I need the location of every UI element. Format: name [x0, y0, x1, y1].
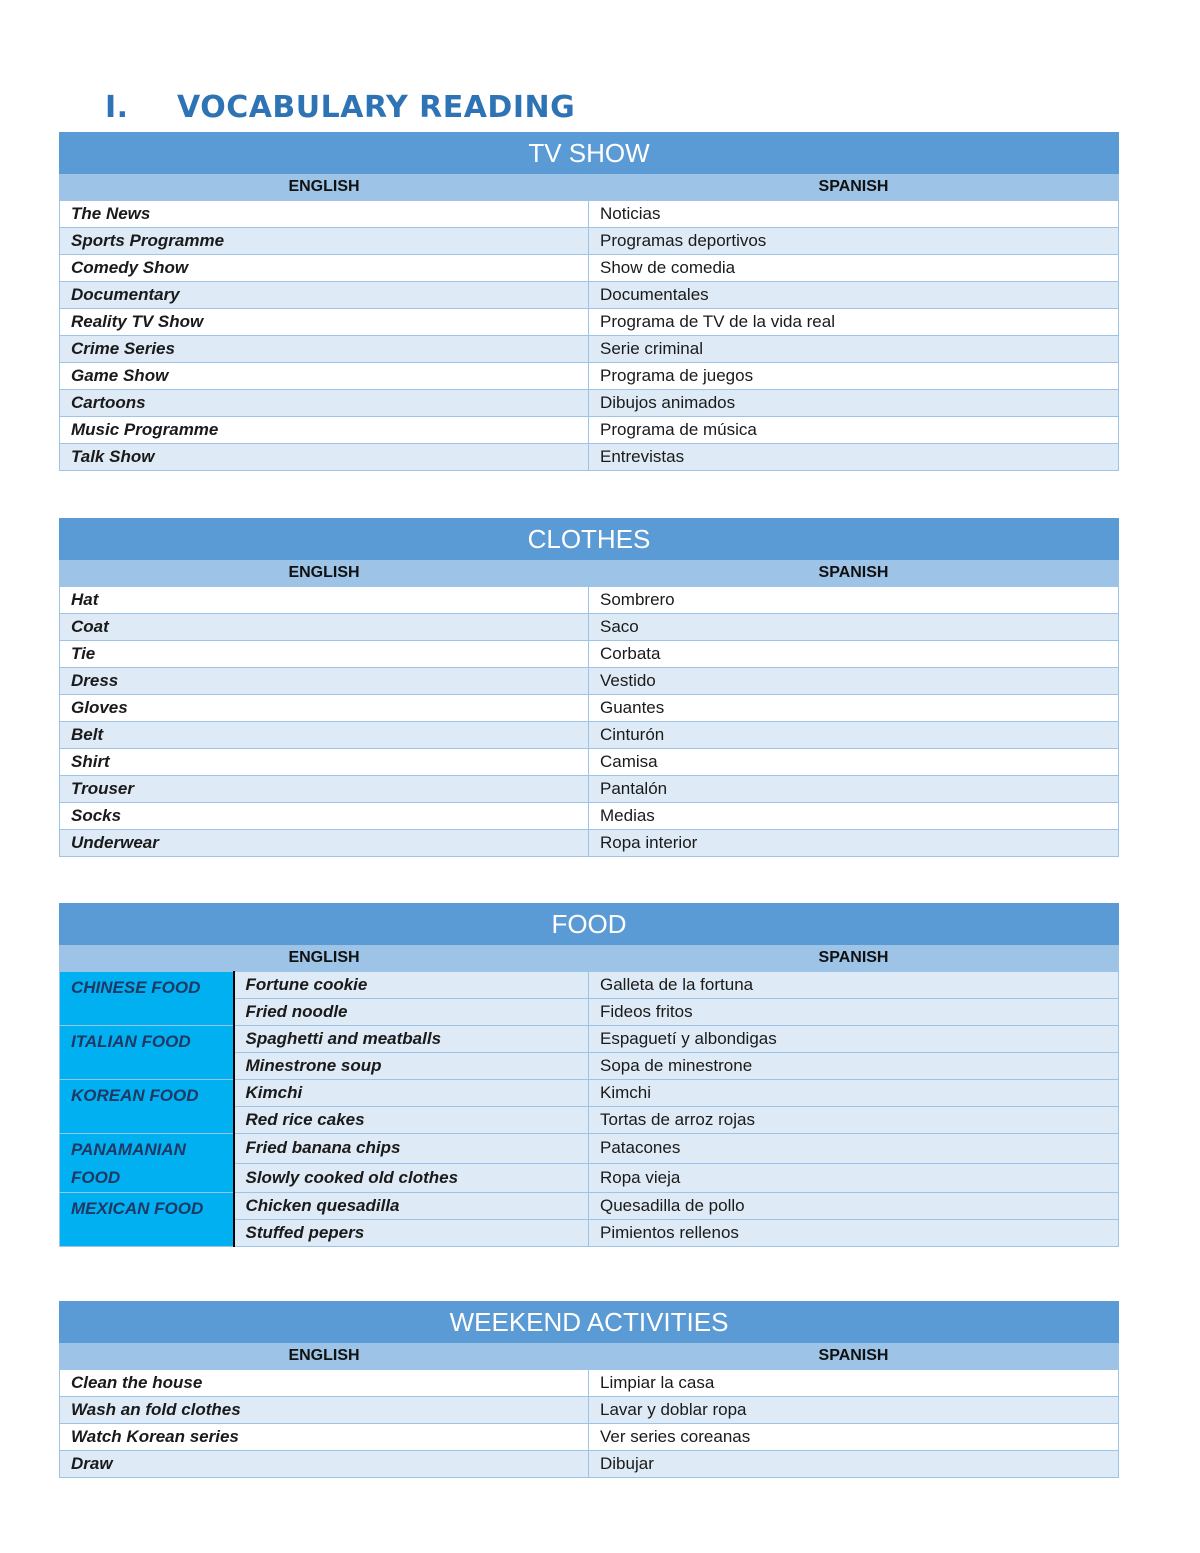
english-term: Fried banana chips [234, 1134, 589, 1164]
spanish-term: Lavar y doblar ropa [589, 1397, 1119, 1424]
tv-show-title: TV SHOW [60, 133, 1119, 174]
table-row [60, 336, 1119, 363]
table-row [60, 363, 1119, 390]
table-row [60, 1193, 1119, 1220]
column-header-spanish: SPANISH [589, 560, 1119, 587]
english-term: Spaghetti and meatballs [234, 1026, 589, 1053]
spanish-term: Corbata [589, 641, 1119, 668]
english-term: Sports Programme [60, 228, 589, 255]
english-term: Clean the house [60, 1370, 589, 1397]
english-term: Music Programme [60, 417, 589, 444]
english-term: Minestrone soup [234, 1053, 589, 1080]
heading-text: VOCABULARY READING [177, 90, 576, 125]
spanish-term: Pimientos rellenos [589, 1220, 1119, 1247]
english-term: Fortune cookie [234, 972, 589, 999]
column-header-english: ENGLISH [60, 174, 589, 201]
table-row [60, 417, 1119, 444]
english-term: Trouser [60, 776, 589, 803]
spanish-term: Serie criminal [589, 336, 1119, 363]
english-term: Comedy Show [60, 255, 589, 282]
english-term: Documentary [60, 282, 589, 309]
table-row [60, 803, 1119, 830]
column-header-english: ENGLISH [60, 560, 589, 587]
column-header-english: ENGLISH [60, 945, 589, 972]
weekend-activities-title: WEEKEND ACTIVITIES [60, 1302, 1119, 1343]
table-row [60, 1134, 1119, 1164]
table-row [60, 722, 1119, 749]
table-row [60, 1080, 1119, 1107]
spanish-term: Dibujos animados [589, 390, 1119, 417]
clothes-title: CLOTHES [60, 519, 1119, 560]
table-row [60, 1451, 1119, 1478]
column-header-spanish: SPANISH [589, 174, 1119, 201]
table-row [60, 255, 1119, 282]
english-term: Chicken quesadilla [234, 1193, 589, 1220]
english-term: Game Show [60, 363, 589, 390]
clothes-table [59, 518, 1119, 857]
column-header-spanish: SPANISH [589, 1343, 1119, 1370]
spanish-term: Camisa [589, 749, 1119, 776]
table-row [60, 641, 1119, 668]
table-row [60, 228, 1119, 255]
spanish-term: Cinturón [589, 722, 1119, 749]
spanish-term: Espaguetí y albondigas [589, 1026, 1119, 1053]
english-term: Dress [60, 668, 589, 695]
spanish-term: Programa de TV de la vida real [589, 309, 1119, 336]
column-header-spanish: SPANISH [589, 945, 1119, 972]
table-row [60, 1026, 1119, 1053]
table-row [60, 749, 1119, 776]
spanish-term: Programas deportivos [589, 228, 1119, 255]
english-term: Fried noodle [234, 999, 589, 1026]
tv-show-table [59, 132, 1119, 471]
english-term: Shirt [60, 749, 589, 776]
spanish-term: Documentales [589, 282, 1119, 309]
english-term: Hat [60, 587, 589, 614]
spanish-term: Entrevistas [589, 444, 1119, 471]
english-term: Underwear [60, 830, 589, 857]
spanish-term: Ver series coreanas [589, 1424, 1119, 1451]
food-category: MEXICAN FOOD [60, 1193, 234, 1247]
spanish-term: Guantes [589, 695, 1119, 722]
spanish-term: Kimchi [589, 1080, 1119, 1107]
food-title: FOOD [60, 904, 1119, 945]
spanish-term: Show de comedia [589, 255, 1119, 282]
spanish-term: Sombrero [589, 587, 1119, 614]
spanish-term: Dibujar [589, 1451, 1119, 1478]
spanish-term: Ropa interior [589, 830, 1119, 857]
english-term: Watch Korean series [60, 1424, 589, 1451]
spanish-term: Medias [589, 803, 1119, 830]
spanish-term: Fideos fritos [589, 999, 1119, 1026]
english-term: Gloves [60, 695, 589, 722]
table-row [60, 390, 1119, 417]
table-row [60, 972, 1119, 999]
table-row [60, 444, 1119, 471]
english-term: Stuffed pepers [234, 1220, 589, 1247]
english-term: Coat [60, 614, 589, 641]
page-heading [105, 90, 575, 125]
english-term: Talk Show [60, 444, 589, 471]
food-table [59, 903, 1119, 1247]
table-row [60, 201, 1119, 228]
spanish-term: Ropa vieja [589, 1163, 1119, 1193]
spanish-term: Programa de música [589, 417, 1119, 444]
spanish-term: Quesadilla de pollo [589, 1193, 1119, 1220]
spanish-term: Limpiar la casa [589, 1370, 1119, 1397]
english-term: Slowly cooked old clothes [234, 1163, 589, 1193]
english-term: Socks [60, 803, 589, 830]
weekend-activities-table [59, 1301, 1119, 1478]
spanish-term: Tortas de arroz rojas [589, 1107, 1119, 1134]
table-row [60, 282, 1119, 309]
spanish-term: Saco [589, 614, 1119, 641]
spanish-term: Galleta de la fortuna [589, 972, 1119, 999]
english-term: Reality TV Show [60, 309, 589, 336]
table-row [60, 1397, 1119, 1424]
food-category: PANAMANIAN FOOD [60, 1134, 234, 1193]
english-term: Belt [60, 722, 589, 749]
english-term: Draw [60, 1451, 589, 1478]
english-term: Crime Series [60, 336, 589, 363]
spanish-term: Patacones [589, 1134, 1119, 1164]
table-row [60, 668, 1119, 695]
table-row [60, 587, 1119, 614]
english-term: Red rice cakes [234, 1107, 589, 1134]
spanish-term: Sopa de minestrone [589, 1053, 1119, 1080]
spanish-term: Vestido [589, 668, 1119, 695]
spanish-term: Noticias [589, 201, 1119, 228]
table-row [60, 830, 1119, 857]
english-term: Wash an fold clothes [60, 1397, 589, 1424]
table-row [60, 1424, 1119, 1451]
table-row [60, 776, 1119, 803]
english-term: Tie [60, 641, 589, 668]
food-category: CHINESE FOOD [60, 972, 234, 1026]
table-row [60, 695, 1119, 722]
food-category: ITALIAN FOOD [60, 1026, 234, 1080]
english-term: Cartoons [60, 390, 589, 417]
english-term: Kimchi [234, 1080, 589, 1107]
column-header-english: ENGLISH [60, 1343, 589, 1370]
table-row [60, 1370, 1119, 1397]
table-row [60, 614, 1119, 641]
spanish-term: Pantalón [589, 776, 1119, 803]
english-term: The News [60, 201, 589, 228]
food-category: KOREAN FOOD [60, 1080, 234, 1134]
heading-number: I. [105, 90, 129, 125]
spanish-term: Programa de juegos [589, 363, 1119, 390]
table-row [60, 309, 1119, 336]
